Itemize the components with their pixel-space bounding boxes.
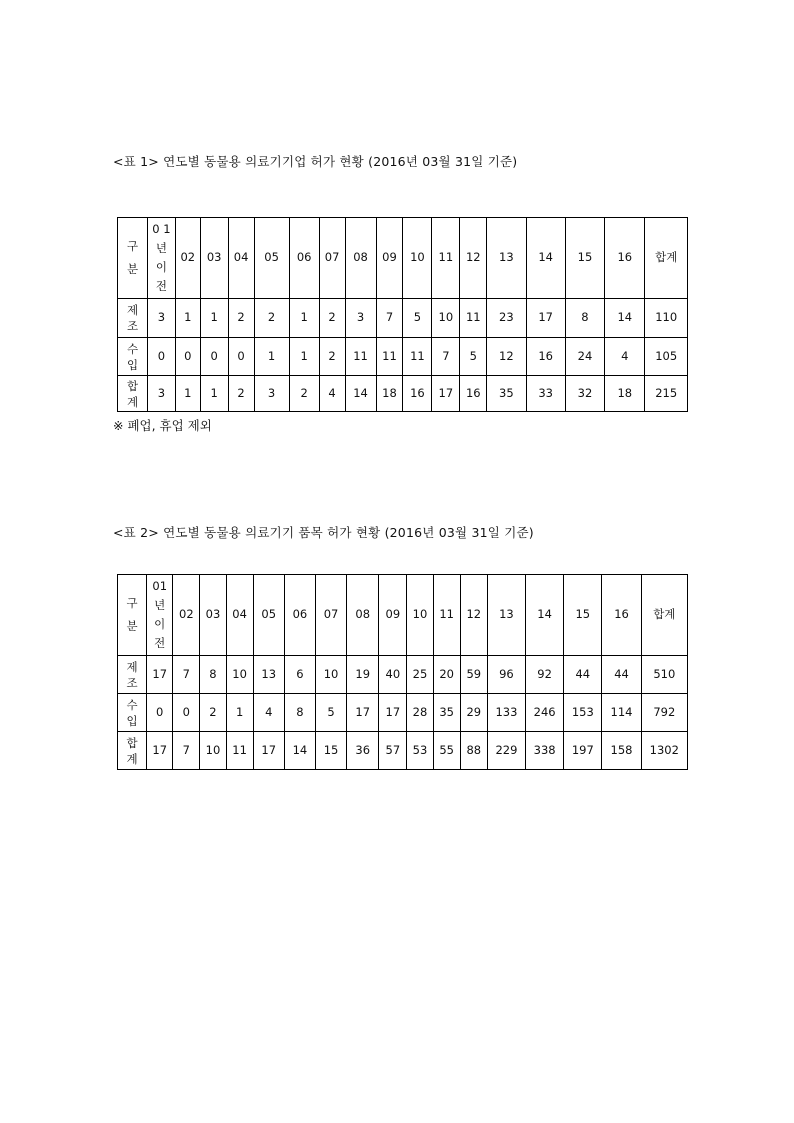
year-header: 07 (319, 218, 345, 299)
year-header: 08 (347, 575, 379, 656)
table-cell: 10 (200, 732, 226, 770)
table-row (118, 656, 688, 694)
table-cell: 2 (228, 299, 254, 338)
table-cell: 15 (315, 732, 346, 770)
header-row (118, 218, 688, 299)
year-header: 16 (602, 575, 641, 656)
table-cell: 2 (319, 299, 345, 338)
year-header: 09 (376, 218, 403, 299)
table-cell: 7 (173, 732, 200, 770)
table-cell: 88 (460, 732, 487, 770)
table-cell: 20 (433, 656, 460, 694)
table-cell: 33 (526, 376, 565, 412)
table-cell: 3 (147, 376, 175, 412)
row-label: 합 계 (118, 732, 147, 770)
table-cell: 1 (254, 338, 289, 376)
table-row (118, 376, 688, 412)
table2 (117, 574, 688, 770)
year-header: 11 (433, 575, 460, 656)
table-cell: 19 (347, 656, 379, 694)
total-cell: 792 (641, 694, 687, 732)
table-cell: 53 (407, 732, 433, 770)
year-header: 04 (228, 218, 254, 299)
table-cell: 3 (345, 299, 376, 338)
year-header: 16 (605, 218, 645, 299)
table-cell: 7 (173, 656, 200, 694)
row-label: 수 입 (118, 694, 147, 732)
table-cell: 32 (565, 376, 604, 412)
year-header: 15 (564, 575, 602, 656)
table-cell: 14 (284, 732, 315, 770)
table-cell: 338 (526, 732, 564, 770)
row-label: 제 조 (118, 656, 147, 694)
table-cell: 44 (564, 656, 602, 694)
table-cell: 18 (605, 376, 645, 412)
table-cell: 96 (487, 656, 525, 694)
table-cell: 8 (284, 694, 315, 732)
table-cell: 10 (432, 299, 460, 338)
table-cell: 114 (602, 694, 641, 732)
year-header: 10 (407, 575, 433, 656)
table-cell: 2 (254, 299, 289, 338)
year-header: 02 (173, 575, 200, 656)
total-cell: 105 (645, 338, 688, 376)
year-header: 06 (284, 575, 315, 656)
table-cell: 1 (175, 376, 200, 412)
table-cell: 36 (347, 732, 379, 770)
year-header: 13 (487, 575, 525, 656)
table-cell: 2 (228, 376, 254, 412)
table-cell: 23 (487, 299, 526, 338)
table-cell: 29 (460, 694, 487, 732)
table-cell: 229 (487, 732, 525, 770)
table-cell: 4 (319, 376, 345, 412)
table-row (118, 299, 688, 338)
table-cell: 17 (379, 694, 407, 732)
table-cell: 1 (226, 694, 253, 732)
category-header: 구 분 (118, 575, 147, 656)
table-cell: 11 (345, 338, 376, 376)
total-cell: 1302 (641, 732, 687, 770)
table-row (118, 732, 688, 770)
pre-2001-header: 0 1 년 이 전 (147, 218, 175, 299)
total-cell: 215 (645, 376, 688, 412)
total-cell: 510 (641, 656, 687, 694)
year-header: 13 (487, 218, 526, 299)
table1-footnote: ※ 폐업, 휴업 제외 (113, 418, 212, 433)
table-cell: 0 (175, 338, 200, 376)
year-header: 03 (200, 575, 226, 656)
table-cell: 10 (315, 656, 346, 694)
year-header: 12 (460, 575, 487, 656)
year-header: 03 (200, 218, 228, 299)
table-cell: 0 (200, 338, 228, 376)
year-header: 12 (460, 218, 487, 299)
table-cell: 13 (253, 656, 284, 694)
table-cell: 55 (433, 732, 460, 770)
year-header: 04 (226, 575, 253, 656)
table-cell: 1 (289, 338, 319, 376)
year-header: 11 (432, 218, 460, 299)
year-header: 05 (254, 218, 289, 299)
table-cell: 0 (228, 338, 254, 376)
row-label: 합 계 (118, 376, 148, 412)
table-cell: 1 (200, 376, 228, 412)
table-cell: 92 (526, 656, 564, 694)
table-cell: 10 (226, 656, 253, 694)
year-header: 02 (175, 218, 200, 299)
table-cell: 12 (487, 338, 526, 376)
table-cell: 16 (460, 376, 487, 412)
table-cell: 8 (565, 299, 604, 338)
year-header: 09 (379, 575, 407, 656)
table-cell: 7 (376, 299, 403, 338)
year-header: 08 (345, 218, 376, 299)
table-cell: 3 (254, 376, 289, 412)
table-cell: 57 (379, 732, 407, 770)
table1-caption: <표 1> 연도별 동물용 의료기기업 허가 현황 (2016년 03월 31일 기준) (113, 154, 518, 169)
table-cell: 158 (602, 732, 641, 770)
table-cell: 6 (284, 656, 315, 694)
table-cell: 2 (200, 694, 226, 732)
table-cell: 14 (605, 299, 645, 338)
table-cell: 2 (289, 376, 319, 412)
table-cell: 133 (487, 694, 525, 732)
row-label: 수 입 (118, 338, 148, 376)
year-header: 14 (526, 575, 564, 656)
table-cell: 5 (403, 299, 432, 338)
table-cell: 4 (605, 338, 645, 376)
table-cell: 24 (565, 338, 604, 376)
table-cell: 28 (407, 694, 433, 732)
year-header: 06 (289, 218, 319, 299)
table-cell: 17 (432, 376, 460, 412)
table-cell: 7 (432, 338, 460, 376)
year-header: 10 (403, 218, 432, 299)
table-cell: 59 (460, 656, 487, 694)
table-cell: 1 (200, 299, 228, 338)
table-cell: 5 (315, 694, 346, 732)
table-cell: 8 (200, 656, 226, 694)
table-cell: 14 (345, 376, 376, 412)
table-cell: 3 (147, 299, 175, 338)
table-cell: 40 (379, 656, 407, 694)
table2-caption: <표 2> 연도별 동물용 의료기기 품목 허가 현황 (2016년 03월 31일 기준) (113, 525, 534, 540)
table-cell: 0 (173, 694, 200, 732)
table-cell: 0 (147, 694, 173, 732)
table-cell: 17 (147, 656, 173, 694)
category-header: 구 분 (118, 218, 148, 299)
table-cell: 5 (460, 338, 487, 376)
table-cell: 17 (347, 694, 379, 732)
total-header: 합계 (641, 575, 687, 656)
table-cell: 0 (147, 338, 175, 376)
table-cell: 1 (175, 299, 200, 338)
table-cell: 17 (526, 299, 565, 338)
table1 (117, 217, 688, 412)
total-header: 합계 (645, 218, 688, 299)
table-cell: 11 (226, 732, 253, 770)
table-cell: 16 (526, 338, 565, 376)
table-cell: 44 (602, 656, 641, 694)
table-cell: 11 (460, 299, 487, 338)
table-cell: 17 (253, 732, 284, 770)
table-cell: 16 (403, 376, 432, 412)
table-cell: 11 (376, 338, 403, 376)
year-header: 07 (315, 575, 346, 656)
table-cell: 18 (376, 376, 403, 412)
year-header: 14 (526, 218, 565, 299)
table-cell: 11 (403, 338, 432, 376)
pre-2001-header: 01 년 이 전 (147, 575, 173, 656)
table-cell: 35 (433, 694, 460, 732)
table-cell: 25 (407, 656, 433, 694)
total-cell: 110 (645, 299, 688, 338)
table-cell: 197 (564, 732, 602, 770)
table-cell: 246 (526, 694, 564, 732)
header-row (118, 575, 688, 656)
table-cell: 153 (564, 694, 602, 732)
table-row (118, 338, 688, 376)
row-label: 제 조 (118, 299, 148, 338)
year-header: 05 (253, 575, 284, 656)
table-cell: 2 (319, 338, 345, 376)
table-cell: 17 (147, 732, 173, 770)
table-cell: 1 (289, 299, 319, 338)
table-row (118, 694, 688, 732)
year-header: 15 (565, 218, 604, 299)
table-cell: 4 (253, 694, 284, 732)
table-cell: 35 (487, 376, 526, 412)
